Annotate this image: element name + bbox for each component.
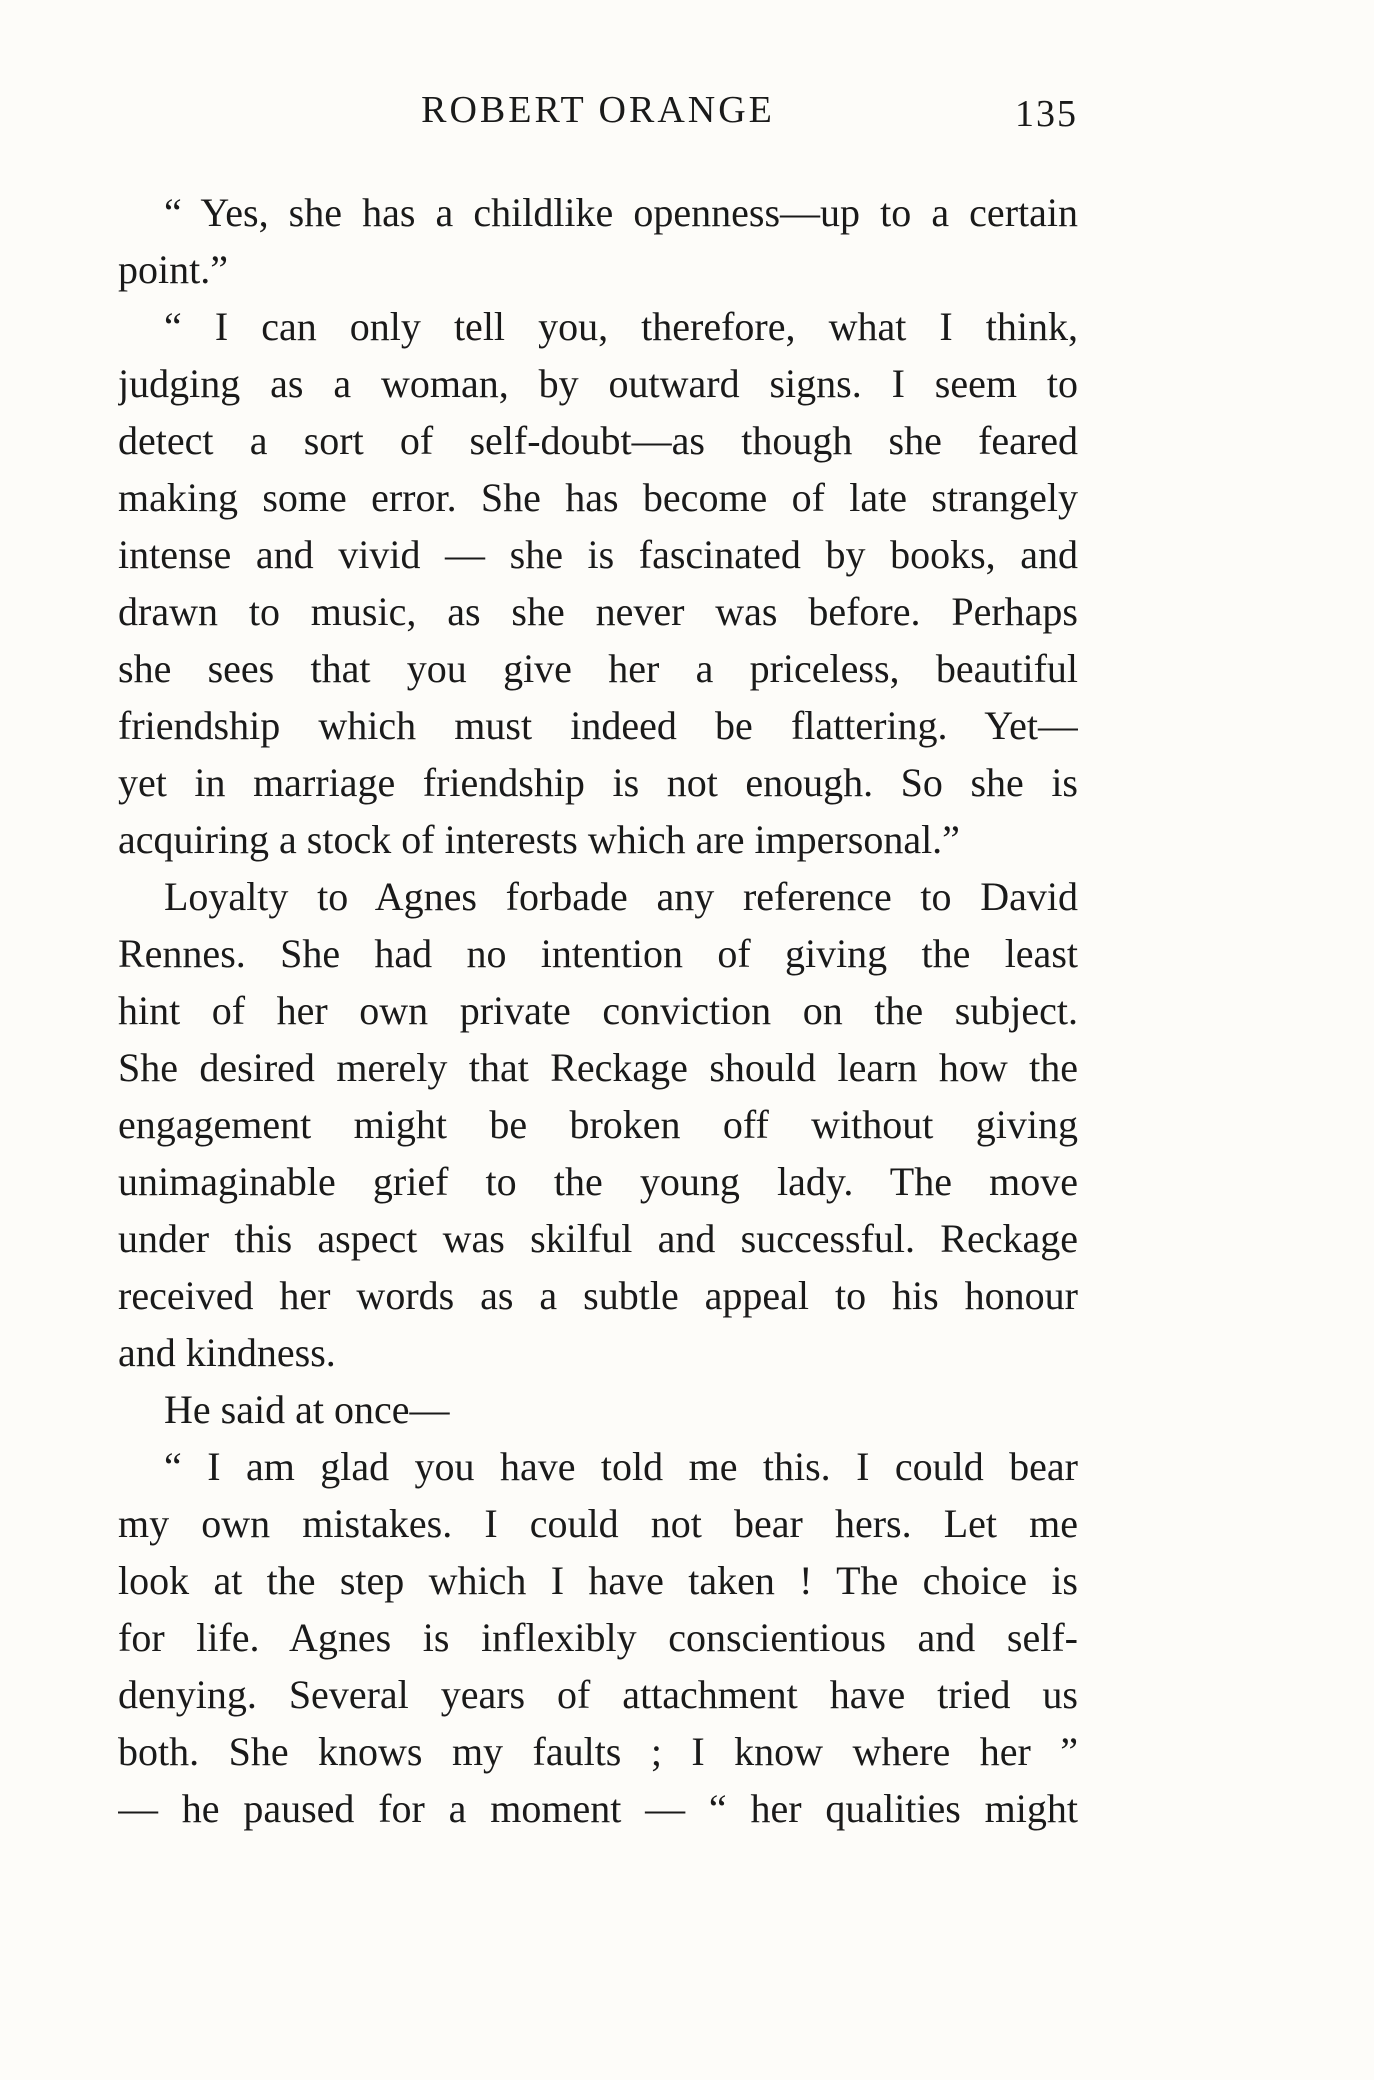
body-text — [118, 184, 1078, 1837]
text-line: judging as a woman, by outward signs. I seem to — [118, 361, 1078, 406]
text-line: making some error. She has become of late strangely — [118, 475, 1078, 520]
text-line: for life. Agnes is inflexibly conscientious and self- — [118, 1615, 1078, 1660]
text-line: “ Yes, she has a childlike openness—up to a certain — [164, 190, 1078, 235]
text-line: Loyalty to Agnes forbade any reference to David — [164, 874, 1078, 919]
text-line: she sees that you give her a priceless, beautiful — [118, 646, 1078, 691]
text-line: denying. Several years of attachment have tried us — [118, 1672, 1078, 1717]
text-line: under this aspect was skilful and successful. Reckage — [118, 1216, 1078, 1261]
running-head — [118, 88, 1078, 148]
text-line: my own mistakes. I could not bear hers. Let me — [118, 1501, 1078, 1546]
text-line: intense and vivid — she is fascinated by books, and — [118, 532, 1078, 577]
text-line: Rennes. She had no intention of giving the least — [118, 931, 1078, 976]
text-line: unimaginable grief to the young lady. The move — [118, 1159, 1078, 1204]
text-line: He said at once— — [164, 1387, 450, 1432]
text-line: She desired merely that Reckage should learn how the — [118, 1045, 1078, 1090]
text-line: “ I am glad you have told me this. I could bear — [164, 1444, 1078, 1489]
text-line: acquiring a stock of interests which are impersonal.” — [118, 817, 960, 862]
running-title: ROBERT ORANGE — [421, 89, 775, 131]
text-line: look at the step which I have taken ! The choice is — [118, 1558, 1078, 1603]
text-line: friendship which must indeed be flattering. Yet— — [118, 703, 1078, 748]
text-line: detect a sort of self-doubt—as though she feared — [118, 418, 1078, 463]
text-line: both. She knows my faults ; I know where her ” — [118, 1729, 1078, 1774]
text-line: — he paused for a moment — “ her qualities might — [118, 1786, 1078, 1831]
page-number: 135 — [1015, 93, 1078, 135]
text-line: hint of her own private conviction on the subject. — [118, 988, 1078, 1033]
text-line: drawn to music, as she never was before. Perhaps — [118, 589, 1078, 634]
text-line: yet in marriage friendship is not enough. So she is — [118, 760, 1078, 805]
text-line: point.” — [118, 247, 228, 292]
text-line: “ I can only tell you, therefore, what I think, — [164, 304, 1078, 349]
text-line: received her words as a subtle appeal to his honour — [118, 1273, 1078, 1318]
text-line: engagement might be broken off without giving — [118, 1102, 1078, 1147]
text-line: and kindness. — [118, 1330, 336, 1375]
